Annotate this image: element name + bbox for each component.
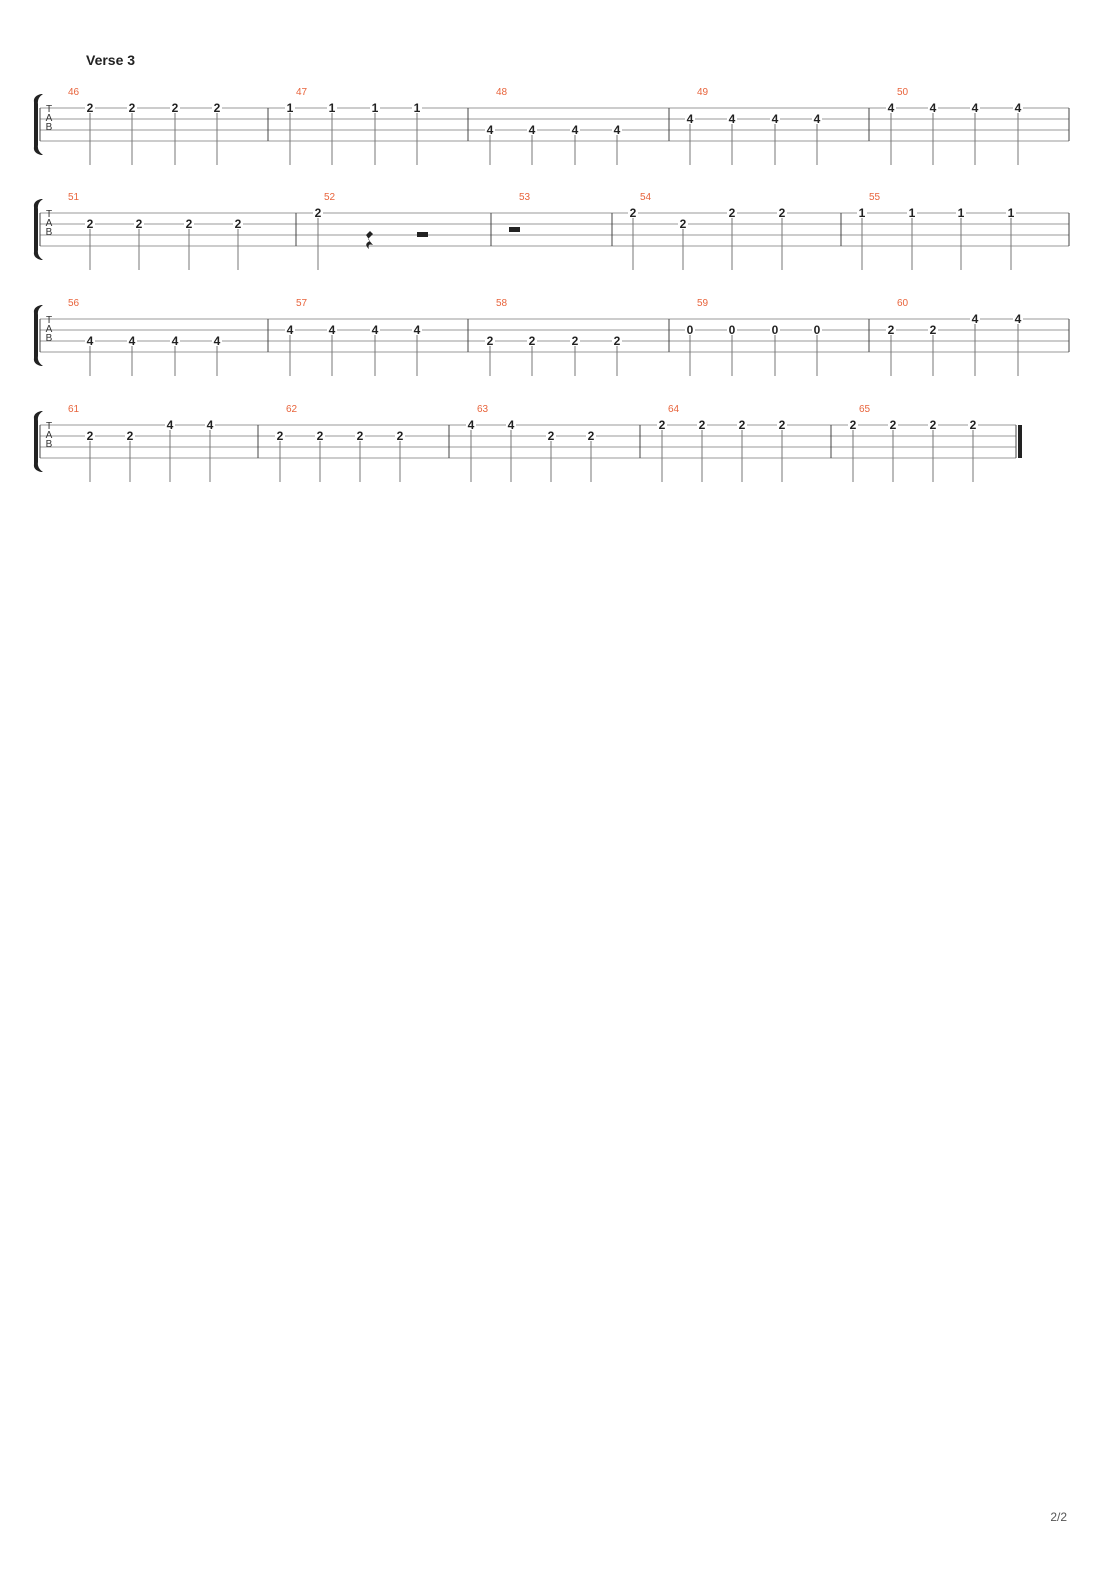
fret-number: 2 <box>969 418 977 432</box>
fret-number: 4 <box>128 334 136 348</box>
fret-number: 1 <box>413 101 421 115</box>
tab-clef-letter: A <box>45 113 53 124</box>
fret-number: 2 <box>234 217 242 231</box>
measure-number: 48 <box>496 87 508 98</box>
fret-number: 2 <box>887 323 895 337</box>
measure-number: 64 <box>668 404 680 415</box>
fret-number: 2 <box>128 101 136 115</box>
measure-number: 59 <box>697 298 709 309</box>
tab-clef-letter: A <box>45 430 53 441</box>
fret-number: 2 <box>728 206 736 220</box>
fret-number: 2 <box>86 217 94 231</box>
fret-number: 4 <box>371 323 379 337</box>
fret-number: 2 <box>889 418 897 432</box>
measure-number: 46 <box>68 87 80 98</box>
fret-number: 2 <box>778 206 786 220</box>
tab-clef-letter: A <box>45 324 53 335</box>
final-barline <box>1018 425 1022 458</box>
fret-number: 1 <box>328 101 336 115</box>
fret-number: 4 <box>971 312 979 326</box>
fret-number: 4 <box>571 123 579 137</box>
whole-rest <box>509 227 520 232</box>
fret-number: 4 <box>613 123 621 137</box>
fret-number: 4 <box>728 112 736 126</box>
measure-number: 55 <box>869 192 881 203</box>
fret-number: 4 <box>86 334 94 348</box>
fret-number: 2 <box>396 429 404 443</box>
fret-number: 2 <box>929 323 937 337</box>
fret-number: 2 <box>171 101 179 115</box>
tab-clef-letter: T <box>45 104 53 115</box>
fret-number: 2 <box>86 429 94 443</box>
tab-clef-letter: B <box>45 227 53 238</box>
tab-clef-letter: T <box>45 421 53 432</box>
measure-number: 50 <box>897 87 909 98</box>
fret-number: 4 <box>413 323 421 337</box>
measure-number: 63 <box>477 404 489 415</box>
half-rest <box>417 232 428 237</box>
tab-clef-letter: B <box>45 439 53 450</box>
fret-number: 4 <box>1014 312 1022 326</box>
measure-number: 58 <box>496 298 508 309</box>
fret-number: 4 <box>507 418 515 432</box>
measure-number: 61 <box>68 404 80 415</box>
fret-number: 4 <box>486 123 494 137</box>
fret-number: 4 <box>686 112 694 126</box>
fret-number: 2 <box>356 429 364 443</box>
measure-number: 51 <box>68 192 80 203</box>
fret-number: 2 <box>276 429 284 443</box>
fret-number: 2 <box>849 418 857 432</box>
fret-number: 0 <box>686 323 694 337</box>
measure-number: 62 <box>286 404 298 415</box>
measure-number: 49 <box>697 87 709 98</box>
fret-number: 1 <box>371 101 379 115</box>
measure-number: 53 <box>519 192 531 203</box>
fret-number: 2 <box>778 418 786 432</box>
tab-clef-letter: T <box>45 315 53 326</box>
fret-number: 2 <box>613 334 621 348</box>
fret-number: 2 <box>316 429 324 443</box>
fret-number: 4 <box>206 418 214 432</box>
measure-number: 56 <box>68 298 80 309</box>
fret-number: 2 <box>126 429 134 443</box>
fret-number: 2 <box>587 429 595 443</box>
fret-number: 4 <box>328 323 336 337</box>
fret-number: 2 <box>185 217 193 231</box>
fret-number: 2 <box>629 206 637 220</box>
system-bracket <box>34 94 43 155</box>
fret-number: 2 <box>738 418 746 432</box>
fret-number: 2 <box>213 101 221 115</box>
measure-number: 54 <box>640 192 652 203</box>
measure-number: 65 <box>859 404 871 415</box>
fret-number: 1 <box>957 206 965 220</box>
system-bracket <box>34 411 43 472</box>
fret-number: 2 <box>547 429 555 443</box>
measure-number: 60 <box>897 298 909 309</box>
fret-number: 2 <box>528 334 536 348</box>
system-bracket <box>34 199 43 260</box>
fret-number: 1 <box>858 206 866 220</box>
fret-number: 4 <box>467 418 475 432</box>
fret-number: 2 <box>314 206 322 220</box>
fret-number: 2 <box>929 418 937 432</box>
fret-number: 0 <box>813 323 821 337</box>
fret-number: 4 <box>971 101 979 115</box>
measure-number: 57 <box>296 298 308 309</box>
fret-number: 4 <box>166 418 174 432</box>
fret-number: 0 <box>771 323 779 337</box>
section-title: Verse 3 <box>86 52 136 68</box>
fret-number: 1 <box>908 206 916 220</box>
fret-number: 2 <box>698 418 706 432</box>
fret-number: 1 <box>286 101 294 115</box>
fret-number: 4 <box>286 323 294 337</box>
fret-number: 4 <box>929 101 937 115</box>
tab-clef-letter: T <box>45 209 53 220</box>
fret-number: 0 <box>728 323 736 337</box>
fret-number: 2 <box>571 334 579 348</box>
fret-number: 2 <box>486 334 494 348</box>
fret-number: 2 <box>135 217 143 231</box>
tab-clef-letter: B <box>45 333 53 344</box>
fret-number: 4 <box>528 123 536 137</box>
fret-number: 4 <box>1014 101 1022 115</box>
fret-number: 2 <box>658 418 666 432</box>
fret-number: 4 <box>887 101 895 115</box>
tab-clef-letter: B <box>45 122 53 133</box>
fret-number: 4 <box>171 334 179 348</box>
fret-number: 1 <box>1007 206 1015 220</box>
fret-number: 2 <box>679 217 687 231</box>
fret-number: 4 <box>213 334 221 348</box>
fret-number: 4 <box>771 112 779 126</box>
measure-number: 52 <box>324 192 336 203</box>
measure-number: 47 <box>296 87 308 98</box>
page-number: 2/2 <box>1050 1510 1067 1524</box>
tab-clef-letter: A <box>45 218 53 229</box>
system-bracket <box>34 305 43 366</box>
fret-number: 2 <box>86 101 94 115</box>
fret-number: 4 <box>813 112 821 126</box>
